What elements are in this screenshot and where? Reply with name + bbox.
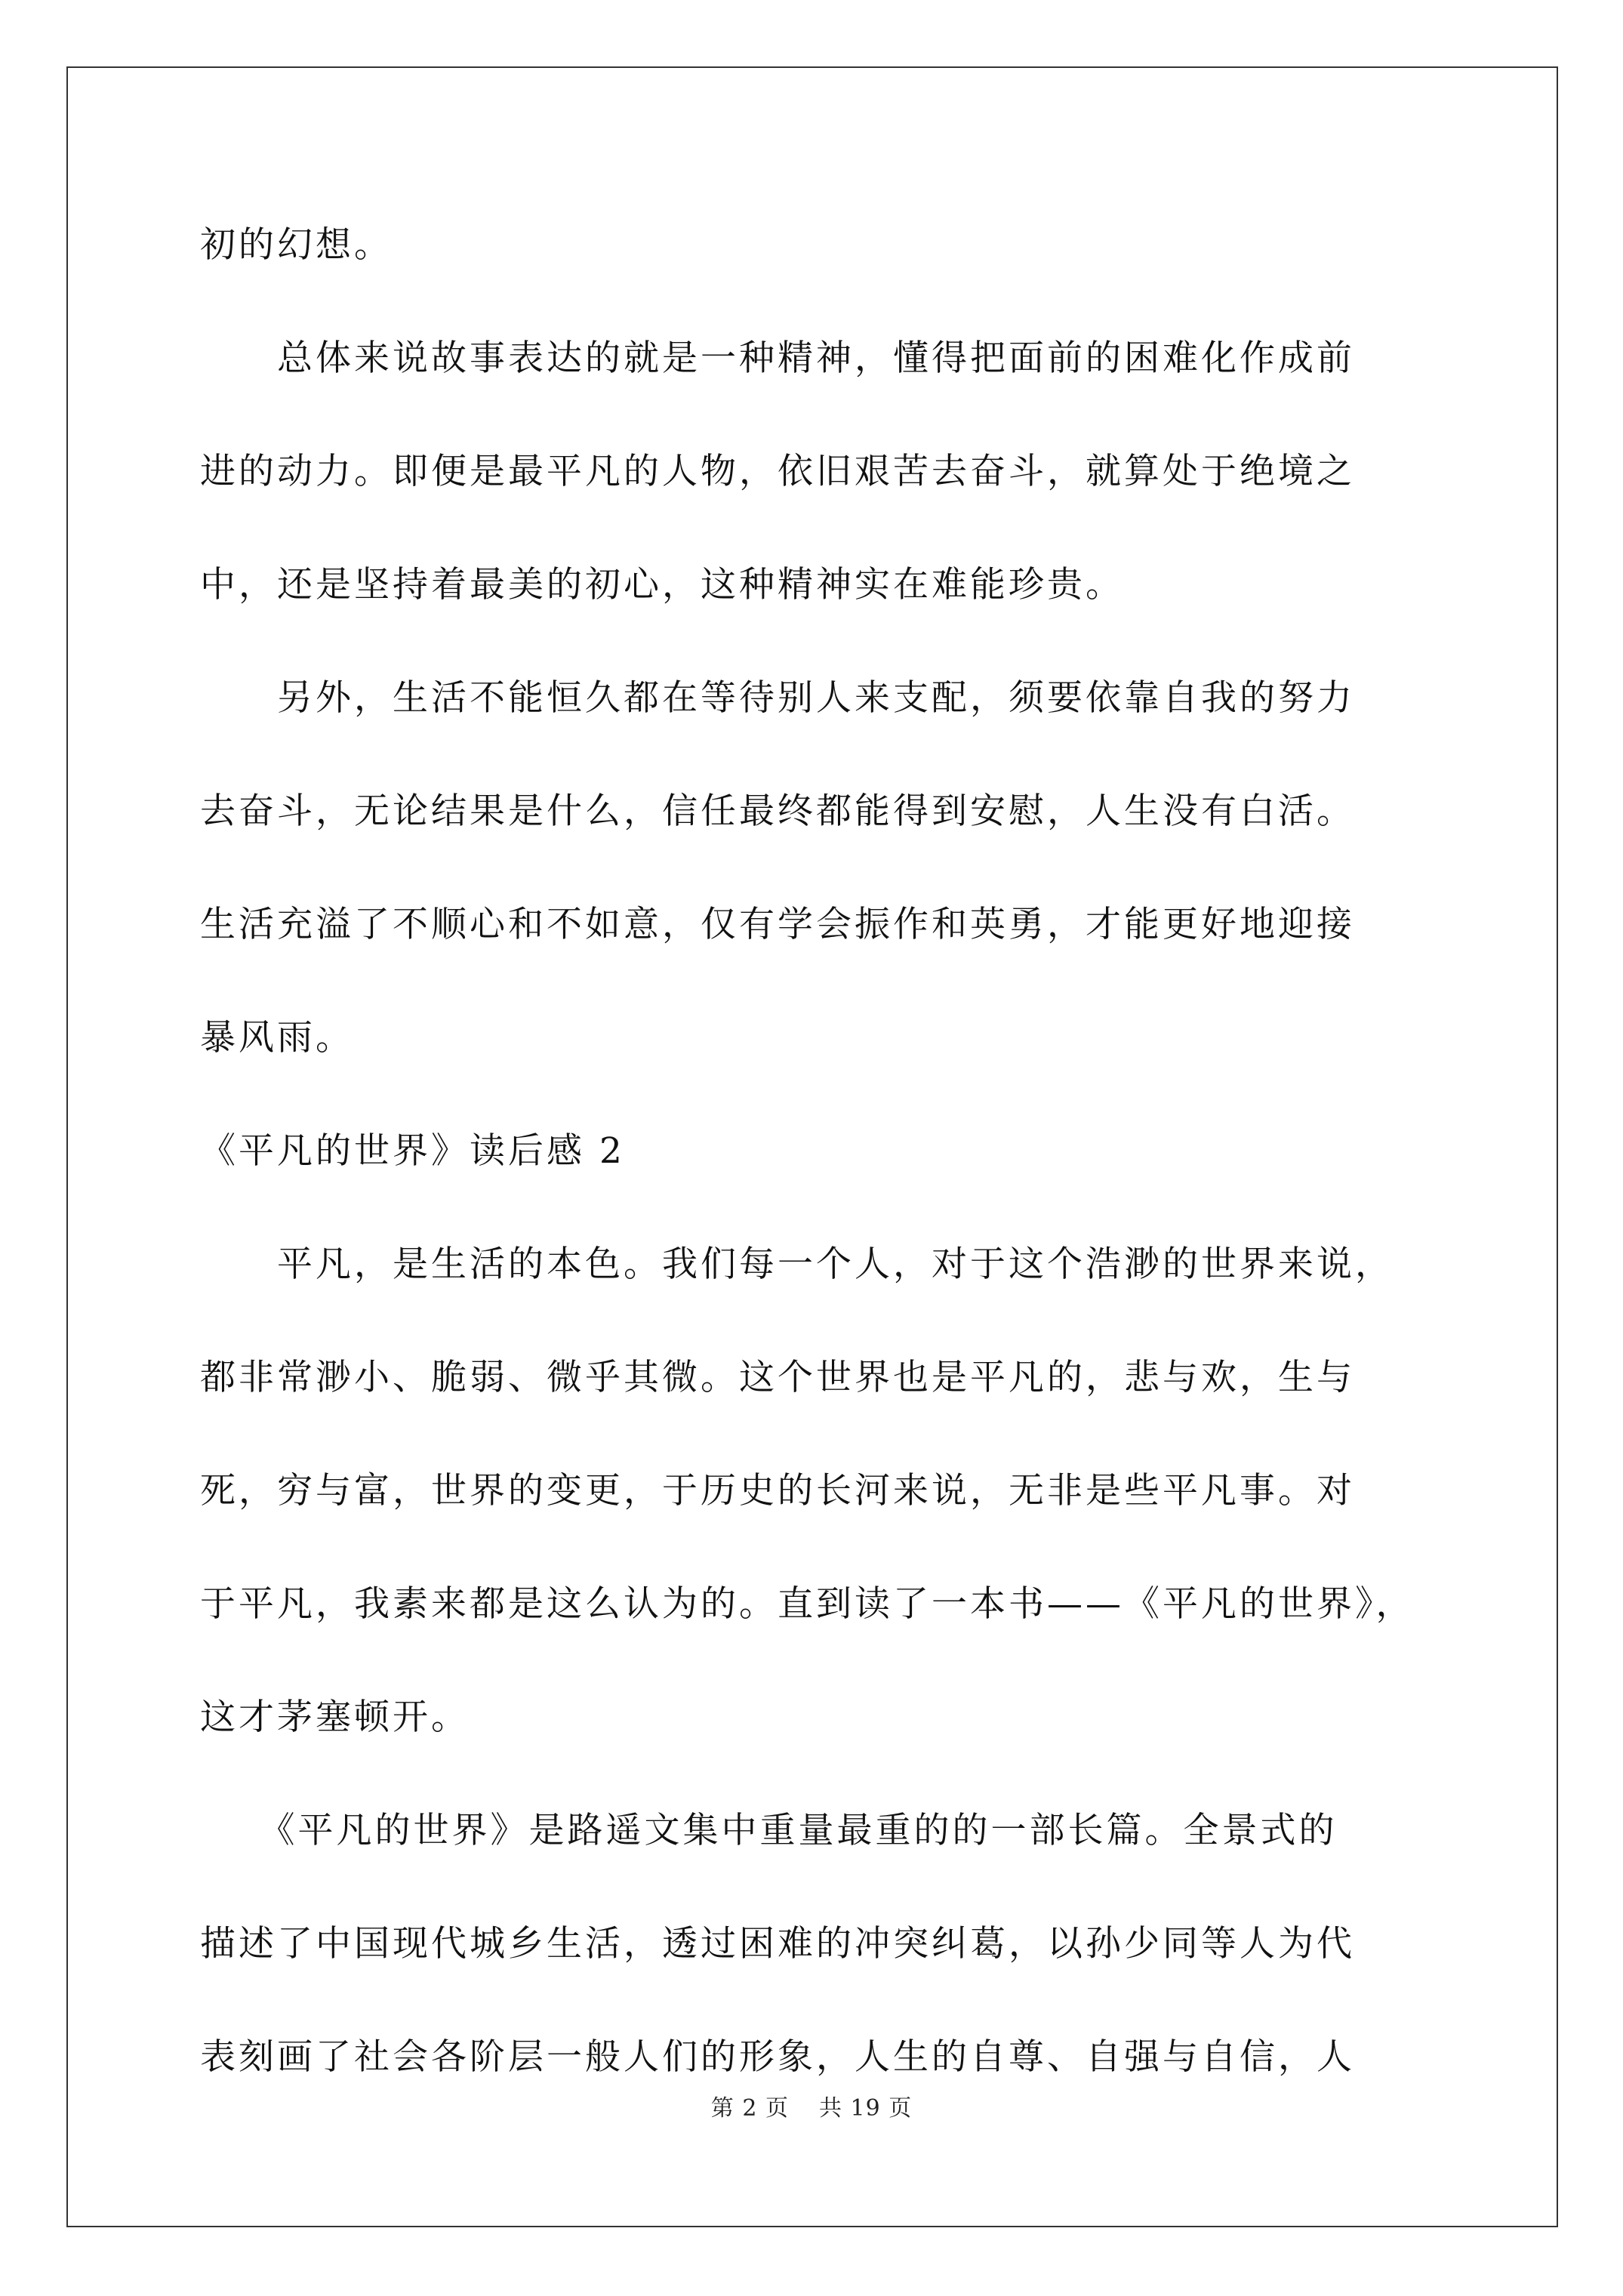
text-line: 初的幻想。 [200, 224, 393, 266]
section-heading: 《平凡的世界》读后感 2 [200, 1130, 625, 1172]
page-number: 第 2 页 [710, 2095, 789, 2122]
text-line: 总体来说故事表达的就是一种精神，懂得把面前的困难化作成前 [200, 337, 1355, 379]
page-footer [0, 2094, 1623, 2124]
text-line: 进的动力。即便是最平凡的人物，依旧艰苦去奋斗，就算处于绝境之 [200, 451, 1355, 492]
text-line: 于平凡，我素来都是这么认为的。直到读了一本书——《平凡的世界》， [200, 1583, 1415, 1625]
text-line: 平凡，是生活的本色。我们每一个人，对于这个浩渺的世界来说， [200, 1244, 1394, 1285]
text-line: 这才茅塞顿开。 [200, 1697, 470, 1738]
document-body [200, 223, 1438, 2080]
text-line: 描述了中国现代城乡生活，透过困难的冲突纠葛，以孙少同等人为代 [200, 1923, 1355, 1965]
text-line: 《平凡的世界》是路遥文集中重量最重的的一部长篇。全景式的 [200, 1810, 1338, 1851]
text-line: 另外，生活不能恒久都在等待别人来支配，须要依靠自我的努力 [200, 677, 1355, 719]
text-line: 死，穷与富，世界的变更，于历史的长河来说，无非是些平凡事。对 [200, 1470, 1355, 1512]
text-line: 表刻画了社会各阶层一般人们的形象，人生的自尊、自强与自信，人 [200, 2036, 1355, 2078]
text-line: 中，还是坚持着最美的初心，这种精神实在难能珍贵。 [200, 564, 1124, 606]
text-line: 都非常渺小、脆弱、微乎其微。这个世界也是平凡的，悲与欢，生与 [200, 1357, 1355, 1398]
text-line: 暴风雨。 [200, 1017, 354, 1059]
text-line: 去奋斗，无论结果是什么，信任最终都能得到安慰，人生没有白活。 [200, 791, 1355, 832]
page-total: 共 19 页 [818, 2095, 913, 2122]
text-line: 生活充溢了不顺心和不如意，仅有学会振作和英勇，才能更好地迎接 [200, 904, 1355, 945]
